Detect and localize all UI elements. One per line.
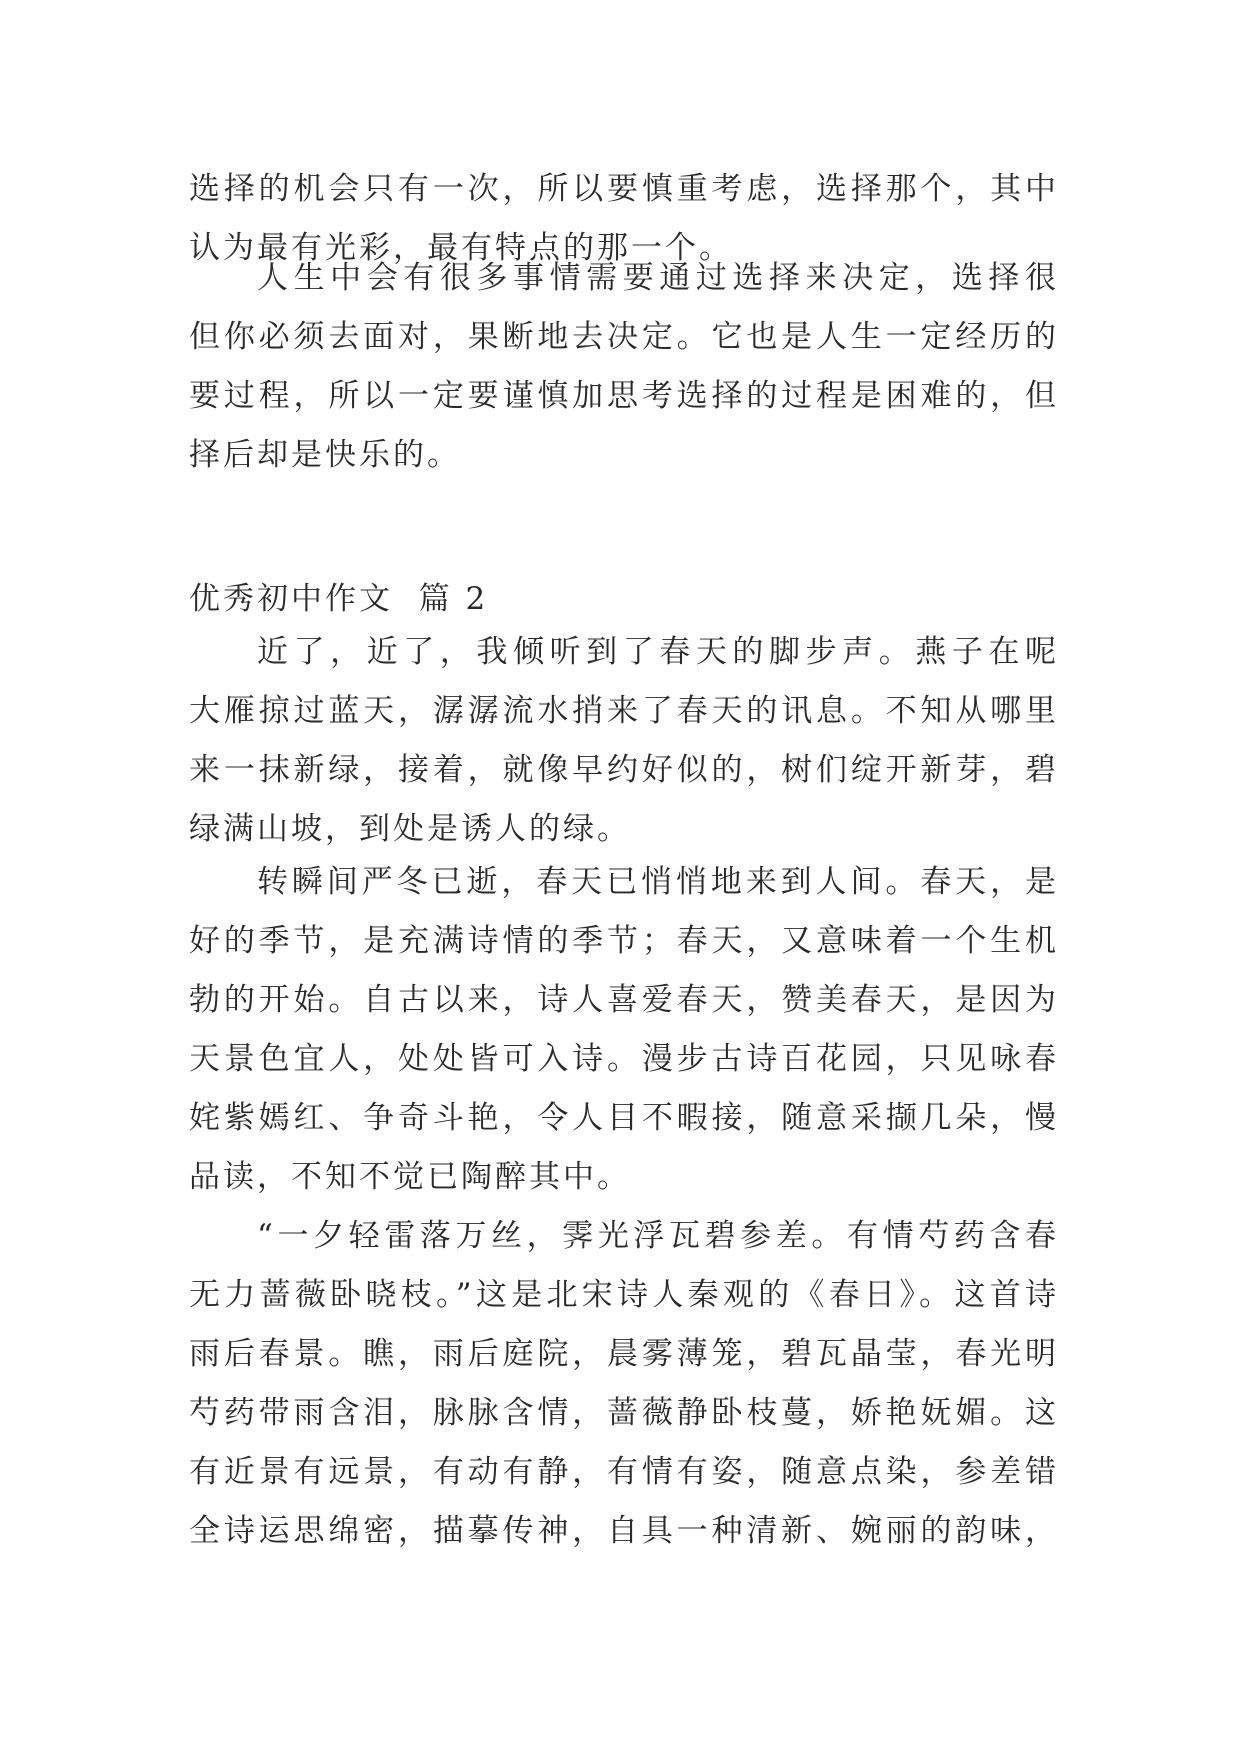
- text-line: 姹紫嫣红、争奇斗艳，令人目不暇接，随意采撷几朵，慢: [189, 1100, 1059, 1136]
- heading-text: 优秀初中作文 篇 2: [189, 581, 489, 617]
- text-line: 全诗运思绵密，描摹传神，自具一种清新、婉丽的韵味，: [189, 1513, 1059, 1549]
- text-line: 要过程，所以一定要谨慎加思考选择的过程是困难的，但: [189, 378, 1059, 414]
- text-line: 近了，近了，我倾听到了春天的脚步声。燕子在呢: [257, 634, 1059, 670]
- text-line: 无力蔷薇卧晓枝。”这是北宋诗人秦观的《春日》。这首诗: [189, 1277, 1059, 1313]
- text-line: 品读，不知不觉已陶醉其中。: [189, 1159, 631, 1195]
- text-line: 绿满山坡，到处是诱人的绿。: [189, 811, 631, 847]
- text-line: 雨后春景。瞧，雨后庭院，晨雾薄笼，碧瓦晶莹，春光明: [189, 1336, 1059, 1372]
- text-line: 认为最有光彩，最有特点的那一个。: [189, 230, 733, 266]
- text-line: 芍药带雨含泪，脉脉含情，蔷薇静卧枝蔓，娇艳妩媚。这: [189, 1395, 1059, 1431]
- text-line: 人生中会有很多事情需要通过选择来决定，选择很: [257, 260, 1059, 296]
- text-line: 有近景有远景，有动有静，有情有姿，随意点染，参差错: [189, 1454, 1059, 1490]
- paragraph-spring-poetry: [189, 853, 1059, 1207]
- text-line: “一夕轻雷落万丝，霁光浮瓦碧参差。有情芍药含春: [257, 1218, 1059, 1254]
- text-line: 转瞬间严冬已逝，春天已悄悄地来到人间。春天，是: [257, 864, 1059, 900]
- paragraph-qin-guan-poem: [189, 1207, 1059, 1561]
- text-line: 选择的机会只有一次，所以要慎重考虑，选择那个，其中: [189, 171, 1059, 207]
- text-line: 来一抹新绿，接着，就像早约好似的，树们绽开新芽，碧: [189, 752, 1059, 788]
- text-line: 天景色宜人，处处皆可入诗。漫步古诗百花园，只见咏春: [189, 1041, 1059, 1077]
- section-heading: [189, 570, 1059, 629]
- paragraph-choice-conclusion: [189, 249, 1059, 485]
- text-line: 择后却是快乐的。: [189, 437, 461, 473]
- text-line: 大雁掠过蓝天，潺潺流水捎来了春天的讯息。不知从哪里: [189, 693, 1059, 729]
- text-line: 但你必须去面对，果断地去决定。它也是人生一定经历的: [189, 319, 1059, 355]
- paragraph-spring-arrival: [189, 623, 1059, 859]
- text-line: 勃的开始。自古以来，诗人喜爱春天，赞美春天，是因为: [189, 982, 1059, 1018]
- text-line: 好的季节，是充满诗情的季节；春天，又意味着一个生机: [189, 923, 1059, 959]
